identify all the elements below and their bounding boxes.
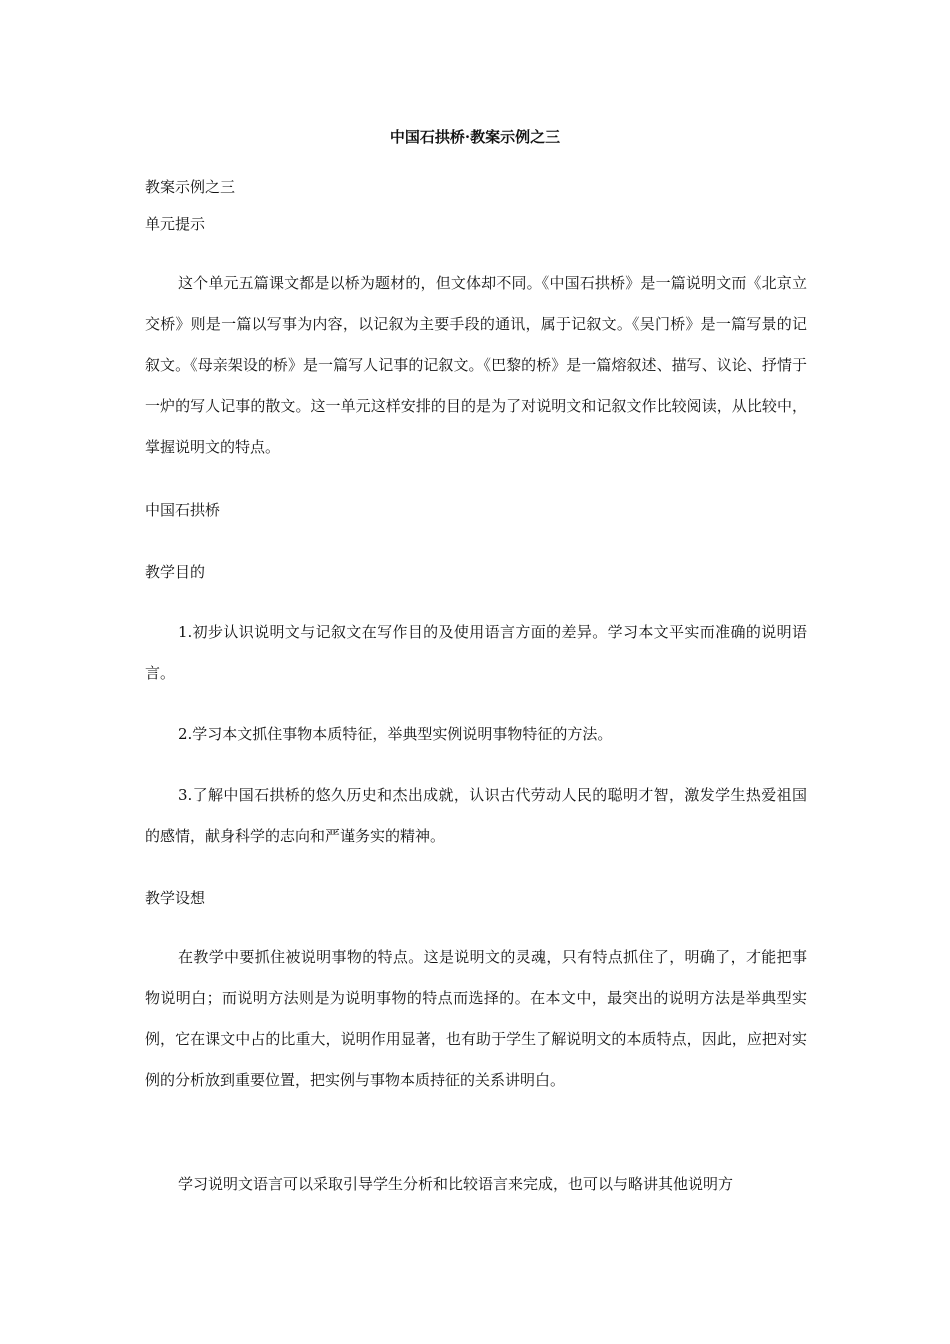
goal-item-1: 1.初步认识说明文与记叙文在写作目的及使用语言方面的差异。学习本文平实而准确的说明语言。 — [145, 623, 807, 682]
design-paragraph-1: 在教学中要抓住被说明事物的特点。这是说明文的灵魂，只有特点抓住了，明确了，才能把事物说明白；而说明方法则是为说明事物的特点而选择的。在本文中，最突出的说明方法是举典型实例，它在课文中占的比重大，说明作用显著，也有助于学生了解说明文的本质特点，因此，应把对实例的分析放到重要位置，把实例与事物本质持征的关系讲明白。 — [145, 948, 807, 1089]
design-heading: 教学设想 — [145, 889, 206, 907]
unit-paragraph: 这个单元五篇课文都是以桥为题材的，但文体却不同。《中国石拱桥》是一篇说明文而《北京立交桥》则是一篇以写事为内容，以记叙为主要手段的通讯，属于记叙文。《吴门桥》是一篇写景的记叙文。《母亲架设的桥》是一篇写人记事的记叙文。《巴黎的桥》是一篇熔叙述、描写、议论、抒情于一炉的写人记事的散文。这一单元这样安排的目的是为了对说明文和记叙文作比较阅读，从比较中，掌握说明文的特点。 — [145, 274, 807, 456]
unit-heading: 单元提示 — [145, 215, 206, 233]
goal-item-2: 2.学习本文抓住事物本质特征，举典型实例说明事物特征的方法。 — [178, 725, 613, 743]
goals-heading: 教学目的 — [145, 563, 206, 581]
lesson-heading: 中国石拱桥 — [145, 501, 221, 519]
document-title: 中国石拱桥·教案示例之三 — [389, 128, 561, 146]
goal-item-3: 3.了解中国石拱桥的悠久历史和杰出成就，认识古代劳动人民的聪明才智，激发学生热爱祖国的感情，献身科学的志向和严谨务实的精神。 — [145, 786, 807, 845]
subtitle: 教案示例之三 — [145, 178, 236, 196]
design-paragraph-2: 学习说明文语言可以采取引导学生分析和比较语言来完成，也可以与略讲其他说明方 — [178, 1175, 734, 1193]
